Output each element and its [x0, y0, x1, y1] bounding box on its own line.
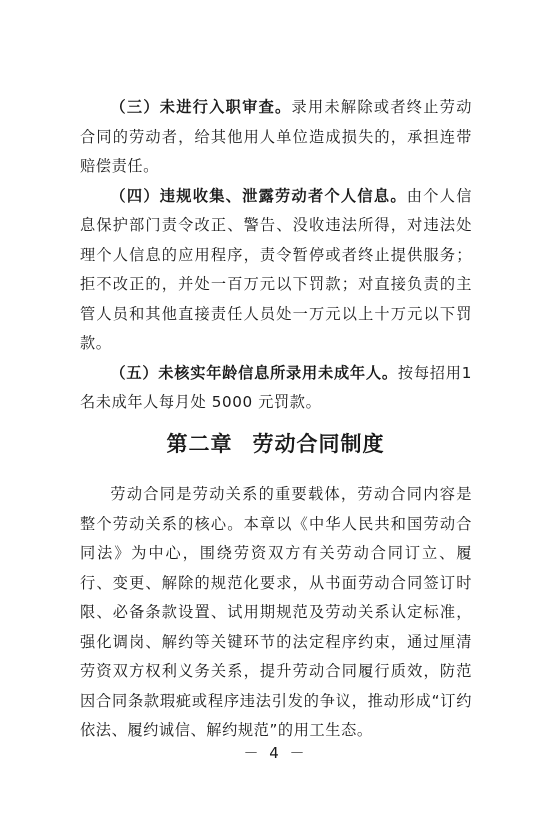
page-number: － 4 －: [243, 744, 308, 762]
chapter-intro-paragraph: 劳动合同是劳动关系的重要载体，劳动合同内容是整个劳动关系的核心。本章以《中华人民共和国劳动合同法》为中心，围绕劳资双方有关劳动合同订立、履行、变更、解除的规范化要求，从书面劳动合同签订时限、必备条款设置、试用期规范及劳动关系认定标准，强化调岗、解约等关键环节的法定程序约束，通过厘清劳资双方权利义务关系，提升劳动合同履行质效，防范因合同条款瑕疵或程序违法引发的争议，推动形成“订约依法、履约诚信、解约规范”的用工生态。: [80, 485, 472, 739]
chapter-intro-section: [80, 480, 472, 746]
penalty-item-5-text: 按每招用1 名未成年人每月处 5000 元罚款。: [80, 363, 472, 411]
chapter-title: [0, 429, 551, 459]
penalty-item-5: [80, 359, 472, 418]
penalty-section: [80, 93, 472, 418]
penalty-item-3-text: 录用未解除或者终止劳动合同的劳动者，给其他用人单位造成损失的，承担连带赔偿责任。: [80, 98, 472, 175]
penalty-item-4-text: 由个人信息保护部门责令改正、警告、没收违法所得，对违法处理个人信息的应用程序，责令暂停或者终止提供服务；拒不改正的，并处一百万元以下罚款；对直接负责的主管人员和其他直接责任人员处一万元以上十万元以下罚款。: [80, 186, 472, 352]
penalty-item-3: [80, 93, 472, 182]
chapter-name: 劳动合同制度: [252, 431, 385, 456]
penalty-item-4: [80, 182, 472, 359]
chapter-number: 第二章: [166, 431, 233, 456]
penalty-item-4-heading: （四）违规收集、泄露劳动者个人信息。: [110, 186, 407, 205]
penalty-item-3-heading: （三）未进行入职审查。: [110, 98, 292, 116]
penalty-item-5-heading: （五）未核实年龄信息所录用未成年人。: [110, 363, 398, 382]
